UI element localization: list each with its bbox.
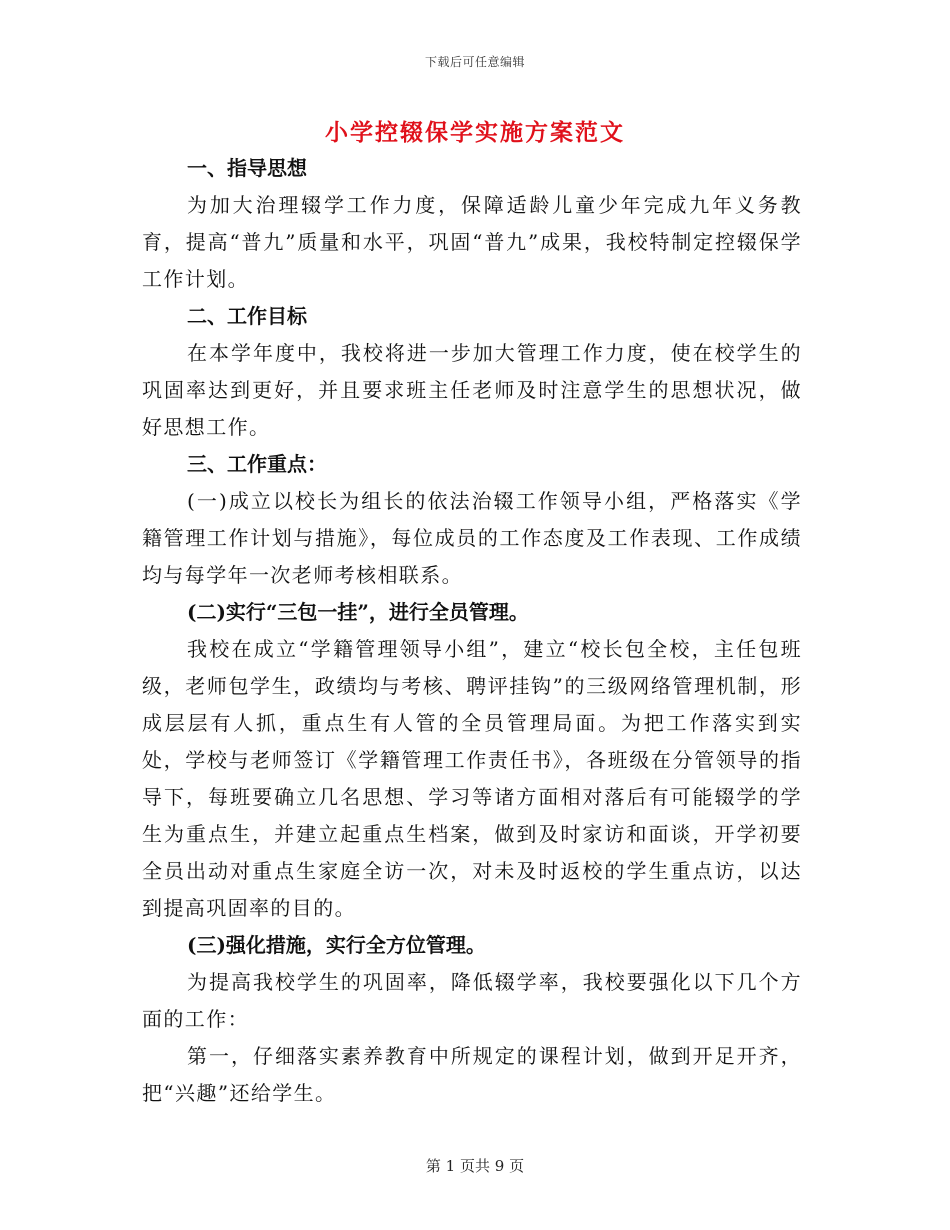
paragraph-guiding-ideology: 为加大治理辍学工作力度，保障适龄儿童少年完成九年义务教育，提高“普九”质量和水平，巩固“普九”成果，我校特制定控辍保学工作计划。 — [142, 193, 802, 291]
document-body — [142, 150, 802, 1112]
section-heading-guiding-ideology: 一、指导思想 — [187, 156, 307, 180]
paragraph-work-goals: 在本学年度中，我校将进一步加大管理工作力度，使在校学生的巩固率达到更好，并且要求班主任老师及时注意学生的思想状况，做好思想工作。 — [142, 341, 802, 439]
paragraph-first-measure: 第一，仔细落实素养教育中所规定的课程计划，做到开足开齐，把“兴趣”还给学生。 — [142, 1044, 802, 1105]
page-header-note: 下载后可任意编辑 — [424, 55, 525, 69]
paragraph-full-staff-management: 我校在成立“学籍管理领导小组”，建立“校长包全校，主任包班级，老师包学生，政绩均与考核、聘评挂钩”的三级网络管理机制，形成层层有人抓，重点生有人管的全员管理局面。为把工作落实到实处，学校与老师签订《学籍管理工作责任书》，各班级在分管领导的指导下，每班要确立几名思想、学习等诸方面相对落后有可能辍学的学生为重点生，并建立起重点生档案，做到及时家访和面谈，开学初要全员出动对重点生家庭全访一次，对未及时返校的学生重点访，以达到提高巩固率的目的。 — [142, 637, 802, 920]
page-footer-page-number: 第 1 页共 9 页 — [425, 1157, 525, 1175]
document-title: 小学控辍保学实施方案范文 — [325, 119, 625, 146]
paragraph-strengthen-measures: 为提高我校学生的巩固率，降低辍学率，我校要强化以下几个方面的工作： — [142, 970, 802, 1031]
subheading-strengthen-measures: (三)强化措施，实行全方位管理。 — [187, 933, 486, 957]
section-heading-work-focus: 三、工作重点： — [187, 452, 327, 476]
section-heading-work-goals: 二、工作目标 — [187, 304, 307, 328]
subheading-full-staff-management: (二)实行“三包一挂”，进行全员管理。 — [187, 600, 529, 624]
paragraph-leadership-group: (一)成立以校长为组长的依法治辍工作领导小组，严格落实《学籍管理工作计划与措施》，每位成员的工作态度及工作表现、工作成绩均与每学年一次老师考核相联系。 — [142, 489, 802, 587]
